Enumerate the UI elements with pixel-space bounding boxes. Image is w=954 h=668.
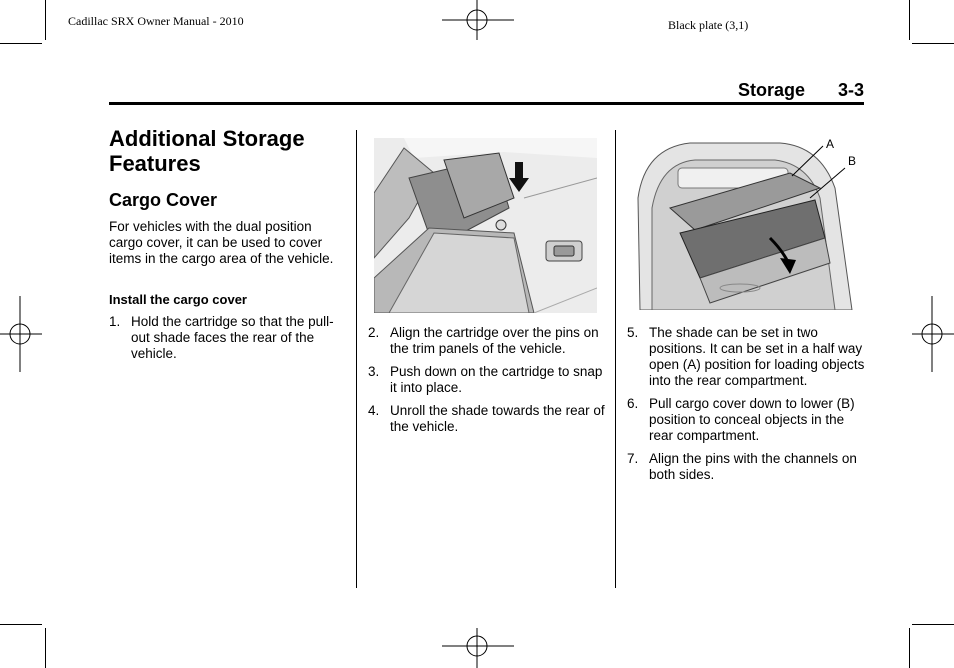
step-text: The shade can be set in two positions. It can be set in a half way open (A) position for loading objects into the rear compartment. [649,325,865,388]
step-text: Push down on the cartridge to snap it into place. [390,364,603,395]
page-number: 3-3 [838,80,865,100]
cargo-shade-figure [630,138,865,310]
label-a: A [826,138,835,151]
list-item [368,403,606,435]
list-item [627,396,865,444]
step-text: Hold the cartridge so that the pull-out shade faces the rear of the vehicle. [131,314,334,361]
plate-left-label: Cadillac SRX Owner Manual - 2010 [68,14,244,28]
registration-mark-bottom [440,628,516,668]
step-text: Pull cargo cover down to lower (B) position to conceal objects in the rear compartment. [649,396,855,443]
step-text: Align the cartridge over the pins on the trim panels of the vehicle. [390,325,599,356]
step-text: Align the pins with the channels on both sides. [649,451,857,482]
step-number: 4. [368,403,380,418]
column-divider [356,130,357,588]
crop-mark [912,624,954,625]
crop-mark [45,628,46,668]
list-item [627,325,865,389]
label-b: B [848,154,857,168]
crop-mark [909,0,910,40]
step-text: Unroll the shade towards the rear of the vehicle. [390,403,605,434]
plate-right-label: Black plate (3,1) [668,18,749,32]
steps-list [368,325,606,442]
subheading: Install the cargo cover [109,292,247,307]
list-item [368,364,606,396]
step-number: 7. [627,451,639,466]
registration-mark-right [912,296,954,372]
intro-paragraph: For vehicles with the dual position cargo cover, it can be used to cover items in the cargo area of the vehicle. [109,219,334,266]
steps-list [627,325,865,490]
section-title: Storage [738,80,806,100]
list-item [368,325,606,357]
column-divider [615,130,616,588]
header-rule [109,102,864,105]
list-item [109,314,347,362]
section-heading: Cargo Cover [109,190,218,210]
step-number: 5. [627,325,639,340]
step-number: 3. [368,364,380,379]
step-number: 6. [627,396,639,411]
page-title: Additional Storage Features [109,126,305,176]
crop-mark [909,628,910,668]
list-item [627,451,865,483]
registration-mark-top [440,0,516,40]
crop-mark [912,43,954,44]
crop-mark [45,0,46,40]
registration-mark-left [0,296,42,372]
step-number: 1. [109,314,121,329]
crop-mark [0,624,42,625]
steps-list [109,314,347,369]
cartridge-install-figure [374,138,597,313]
crop-mark [0,43,42,44]
step-number: 2. [368,325,380,340]
